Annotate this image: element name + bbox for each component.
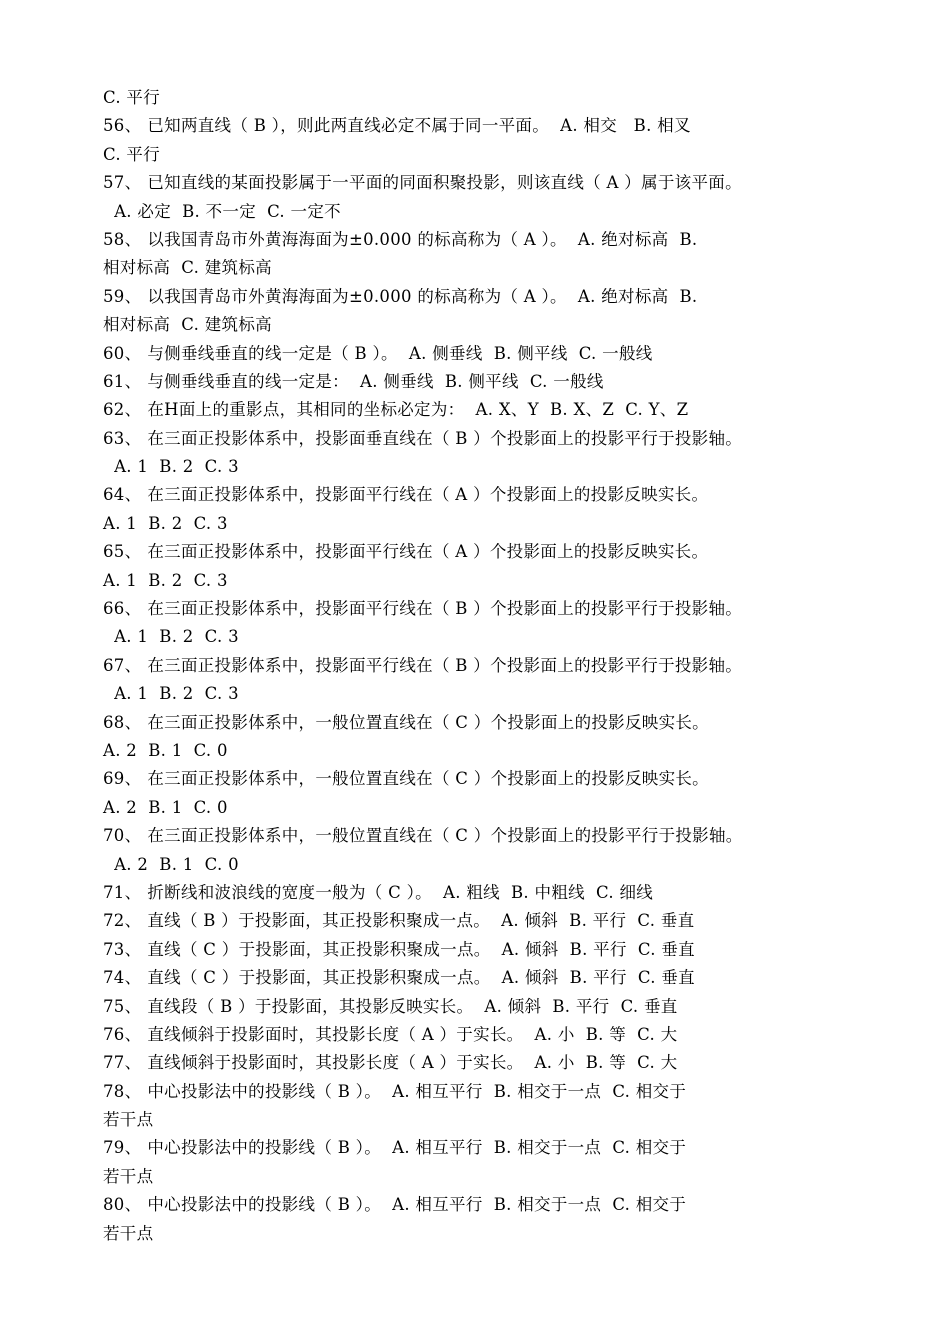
text-line: A. 2 B. 1 C. 0 <box>103 740 228 760</box>
text-line: 63、 在三面正投影体系中，投影面垂直线在（ B ）个投影面上的投影平行于投影轴。 <box>103 428 743 448</box>
text-line: 76、 直线倾斜于投影面时，其投影长度（ A ）于实长。 A. 小 B. 等 C. 大 <box>103 1024 678 1044</box>
text-line: 若干点 <box>103 1110 154 1130</box>
text-line: 67、 在三面正投影体系中，投影面平行线在（ B ）个投影面上的投影平行于投影轴。 <box>103 655 743 675</box>
text-line: A. 2 B. 1 C. 0 <box>103 797 228 817</box>
text-line: A. 2 B. 1 C. 0 <box>103 854 239 874</box>
text-line: 若干点 <box>103 1223 154 1243</box>
text-line: A. 1 B. 2 C. 3 <box>103 570 228 590</box>
text-line: 77、 直线倾斜于投影面时，其投影长度（ A ）于实长。 A. 小 B. 等 C. 大 <box>103 1053 678 1073</box>
text-line: 57、 已知直线的某面投影属于一平面的同面积聚投影，则该直线（ A ）属于该平面。 <box>103 173 742 193</box>
text-line: 60、 与侧垂线垂直的线一定是（ B ）。 A. 侧垂线 B. 侧平线 C. 一般线 <box>103 343 653 363</box>
text-line: 61、 与侧垂线垂直的线一定是： A. 侧垂线 B. 侧平线 C. 一般线 <box>103 371 604 391</box>
text-line: 56、 已知两直线（ B ），则此两直线必定不属于同一平面。 A. 相交 B. 相叉 <box>103 116 691 136</box>
text-line: 相对标高 C. 建筑标高 <box>103 258 272 278</box>
text-line: C. 平行 <box>103 144 161 164</box>
document-body <box>103 84 863 1248</box>
text-line: 62、 在H面上的重影点，其相同的坐标必定为： A. X、Y B. X、Z C. Y、Z <box>103 400 689 420</box>
text-line: 65、 在三面正投影体系中，投影面平行线在（ A ）个投影面上的投影反映实长。 <box>103 542 709 562</box>
text-line: 70、 在三面正投影体系中，一般位置直线在（ C ）个投影面上的投影平行于投影轴。 <box>103 826 743 846</box>
text-line: 68、 在三面正投影体系中，一般位置直线在（ C ）个投影面上的投影反映实长。 <box>103 712 709 732</box>
text-line: A. 1 B. 2 C. 3 <box>103 627 239 647</box>
text-line: A. 1 B. 2 C. 3 <box>103 684 239 704</box>
text-line: 69、 在三面正投影体系中，一般位置直线在（ C ）个投影面上的投影反映实长。 <box>103 769 709 789</box>
text-line: A. 必定 B. 不一定 C. 一定不 <box>103 201 341 221</box>
text-line: 64、 在三面正投影体系中，投影面平行线在（ A ）个投影面上的投影反映实长。 <box>103 485 709 505</box>
text-line: 80、 中心投影法中的投影线（ B ）。 A. 相互平行 B. 相交于一点 C. 相交于 <box>103 1195 687 1215</box>
text-line: 73、 直线（ C ）于投影面，其正投影积聚成一点。 A. 倾斜 B. 平行 C. 垂直 <box>103 939 695 959</box>
text-line: 72、 直线（ B ）于投影面，其正投影积聚成一点。 A. 倾斜 B. 平行 C. 垂直 <box>103 911 695 931</box>
text-line: 74、 直线（ C ）于投影面，其正投影积聚成一点。 A. 倾斜 B. 平行 C. 垂直 <box>103 968 695 988</box>
text-line: 78、 中心投影法中的投影线（ B ）。 A. 相互平行 B. 相交于一点 C. 相交于 <box>103 1081 687 1101</box>
text-line: 71、 折断线和波浪线的宽度一般为（ C ）。 A. 粗线 B. 中粗线 C. 细线 <box>103 882 654 902</box>
text-line: A. 1 B. 2 C. 3 <box>103 513 228 533</box>
text-line: C. 平行 <box>103 88 161 107</box>
text-line: 58、 以我国青岛市外黄海海面为±0.000 的标高称为（ A ）。 A. 绝对标高 B. <box>103 229 698 249</box>
text-line: A. 1 B. 2 C. 3 <box>103 457 239 477</box>
text-line: 79、 中心投影法中的投影线（ B ）。 A. 相互平行 B. 相交于一点 C. 相交于 <box>103 1138 687 1158</box>
text-line: 59、 以我国青岛市外黄海海面为±0.000 的标高称为（ A ）。 A. 绝对标高 B. <box>103 286 698 306</box>
text-line: 若干点 <box>103 1166 154 1186</box>
text-line: 相对标高 C. 建筑标高 <box>103 315 272 335</box>
text-line: 75、 直线段（ B ）于投影面，其投影反映实长。 A. 倾斜 B. 平行 C. 垂直 <box>103 996 678 1016</box>
text-line: 66、 在三面正投影体系中，投影面平行线在（ B ）个投影面上的投影平行于投影轴。 <box>103 599 743 619</box>
